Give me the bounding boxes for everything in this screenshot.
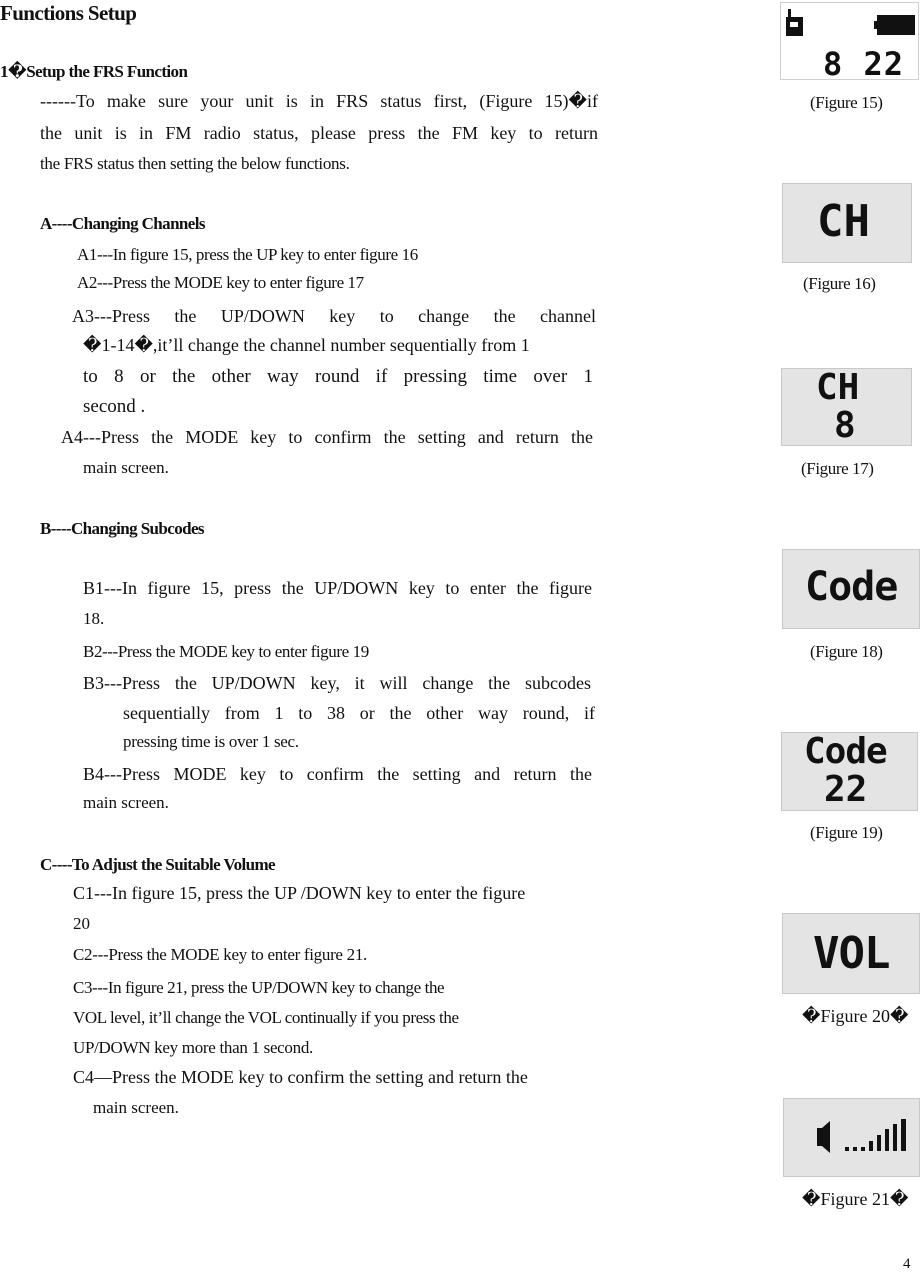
step-c3-line-2: VOL level, it’ll change the VOL continually if you press the [73, 1008, 459, 1027]
step-b1-line-1: B1---In figure 15, press the UP/DOWN key to enter the figure [83, 578, 592, 598]
figure-19-line-1: Code [804, 731, 887, 772]
step-b3-line-2: sequentially from 1 to 38 or the other way round, if [123, 703, 595, 723]
intro-line-2: the unit is in FM radio status, please press the FM key to return [40, 123, 598, 143]
figure-21-caption: �Figure 21� [802, 1189, 909, 1209]
step-a3-line-3: to 8 or the other way round if pressing time over 1 [83, 366, 593, 387]
step-a3-line-2: �1-14�,it’ll change the channel number sequentially from 1 [83, 335, 530, 355]
figure-19-line-2: 22 [824, 769, 868, 810]
figure-18-display: Code [805, 564, 898, 610]
step-b4-line-1: B4---Press MODE key to confirm the setting and return the [83, 764, 592, 784]
figure-19-caption: (Figure 19) [810, 823, 883, 842]
step-b3-line-1: B3---Press the UP/DOWN key, it will change the subcodes [83, 673, 591, 693]
step-c3-line-1: C3---In figure 21, press the UP/DOWN key to change the [73, 978, 445, 997]
part-c-heading: C----To Adjust the Suitable Volume [40, 855, 275, 874]
page-number: 4 [903, 1256, 911, 1272]
figure-16-display: CH [817, 196, 870, 247]
step-a4-line-1: A4---Press the MODE key to confirm the setting and return the [61, 427, 593, 447]
step-a4-line-2: main screen. [83, 458, 169, 477]
figure-20-display: VOL [813, 928, 890, 979]
part-a-heading: A----Changing Channels [40, 214, 205, 233]
figure-16-caption: (Figure 16) [803, 274, 876, 293]
volume-level-icon [784, 1099, 919, 1176]
figure-17-line-2: 8 [834, 405, 856, 446]
step-c4-line-1: C4—Press the MODE key to confirm the setting and return the [73, 1067, 528, 1087]
step-a3-line-4: second . [83, 396, 146, 417]
step-c1-line-1: C1---In figure 15, press the UP /DOWN key to enter the figure [73, 883, 526, 903]
figure-17-lcd [781, 368, 912, 446]
intro-line-1: ------To make sure your unit is in FRS status first, (Figure 15)�if [40, 91, 598, 111]
figure-20-caption: �Figure 20� [802, 1006, 909, 1026]
figure-17-line-1: CH [816, 367, 860, 408]
step-a1: A1---In figure 15, press the UP key to enter figure 16 [77, 245, 418, 264]
figure-18-caption: (Figure 18) [810, 642, 883, 661]
figure-15-display: 8 22 [823, 45, 905, 83]
step-a2: A2---Press the MODE key to enter figure 17 [77, 273, 364, 292]
intro-line-3: the FRS status then setting the below functions. [40, 154, 350, 173]
step-b2: B2---Press the MODE key to enter figure 19 [83, 642, 369, 661]
step-c4-line-2: main screen. [93, 1098, 179, 1117]
radio-icon [784, 9, 806, 37]
figure-15-lcd [780, 2, 919, 83]
step-b1-line-2: 18. [83, 609, 105, 628]
figure-16-lcd [782, 183, 912, 263]
step-b3-line-3: pressing time is over 1 sec. [123, 732, 299, 751]
page-title: Functions Setup [0, 1, 137, 25]
figure-21-lcd [783, 1098, 920, 1177]
step-c1-line-2: 20 [73, 914, 90, 933]
figure-15-caption: (Figure 15) [810, 93, 883, 112]
step-c2: C2---Press the MODE key to enter figure 21. [73, 945, 367, 964]
section-heading: 1�Setup the FRS Function [0, 62, 188, 81]
step-b4-line-2: main screen. [83, 793, 169, 812]
part-b-heading: B----Changing Subcodes [40, 519, 204, 538]
figure-18-lcd [782, 549, 920, 629]
step-a3-line-1: A3---Press the UP/DOWN key to change the channel [72, 306, 596, 326]
step-c3-line-3: UP/DOWN key more than 1 second. [73, 1038, 313, 1057]
figure-19-lcd [781, 732, 918, 811]
battery-icon [874, 15, 916, 37]
figure-20-lcd [782, 913, 920, 994]
figure-17-caption: (Figure 17) [801, 459, 874, 478]
